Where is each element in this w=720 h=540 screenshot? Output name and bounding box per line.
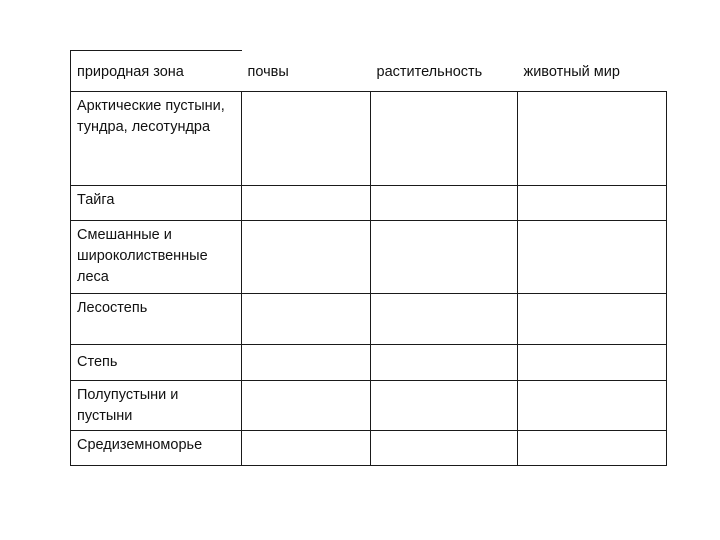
- zone-name-cell: Полупустыни и пустыни: [71, 381, 242, 431]
- natural-zones-table: [70, 50, 667, 466]
- table-row: [71, 345, 667, 381]
- table-row: [71, 431, 667, 466]
- fauna-cell[interactable]: [518, 221, 667, 294]
- table-row: [71, 186, 667, 221]
- fauna-cell[interactable]: [518, 431, 667, 466]
- zone-name-cell: Лесостепь: [71, 294, 242, 345]
- table-row: [71, 92, 667, 186]
- vegetation-cell[interactable]: [371, 431, 518, 466]
- header-soils: почвы: [247, 63, 289, 80]
- zone-name-cell: Средиземноморье: [71, 431, 242, 466]
- header-row: [71, 51, 667, 92]
- zone-name-cell: Тайга: [71, 186, 242, 221]
- header-natural-zone: природная зона: [71, 51, 242, 92]
- soils-cell[interactable]: [242, 431, 371, 466]
- fauna-cell[interactable]: [518, 92, 667, 186]
- zone-name-cell: Степь: [71, 345, 242, 381]
- header-vegetation: растительность: [376, 63, 483, 80]
- table-row: [71, 294, 667, 345]
- fauna-cell[interactable]: [518, 186, 667, 221]
- soils-cell[interactable]: [242, 294, 371, 345]
- zone-name-cell: Арктические пустыни, тундра, лесотундра: [71, 92, 242, 186]
- vegetation-cell[interactable]: [371, 381, 518, 431]
- fauna-cell[interactable]: [518, 381, 667, 431]
- soils-cell[interactable]: [242, 92, 371, 186]
- table-row: [71, 381, 667, 431]
- table-row: [71, 221, 667, 294]
- soils-cell[interactable]: [242, 345, 371, 381]
- header-fauna: животный мир: [523, 63, 620, 80]
- fauna-cell[interactable]: [518, 345, 667, 381]
- vegetation-cell[interactable]: [371, 345, 518, 381]
- soils-cell[interactable]: [242, 221, 371, 294]
- zone-name-cell: Смешанные и широколиственные леса: [71, 221, 242, 294]
- soils-cell[interactable]: [242, 186, 371, 221]
- vegetation-cell[interactable]: [371, 186, 518, 221]
- vegetation-cell[interactable]: [371, 221, 518, 294]
- vegetation-cell[interactable]: [371, 294, 518, 345]
- vegetation-cell[interactable]: [371, 92, 518, 186]
- fauna-cell[interactable]: [518, 294, 667, 345]
- soils-cell[interactable]: [242, 381, 371, 431]
